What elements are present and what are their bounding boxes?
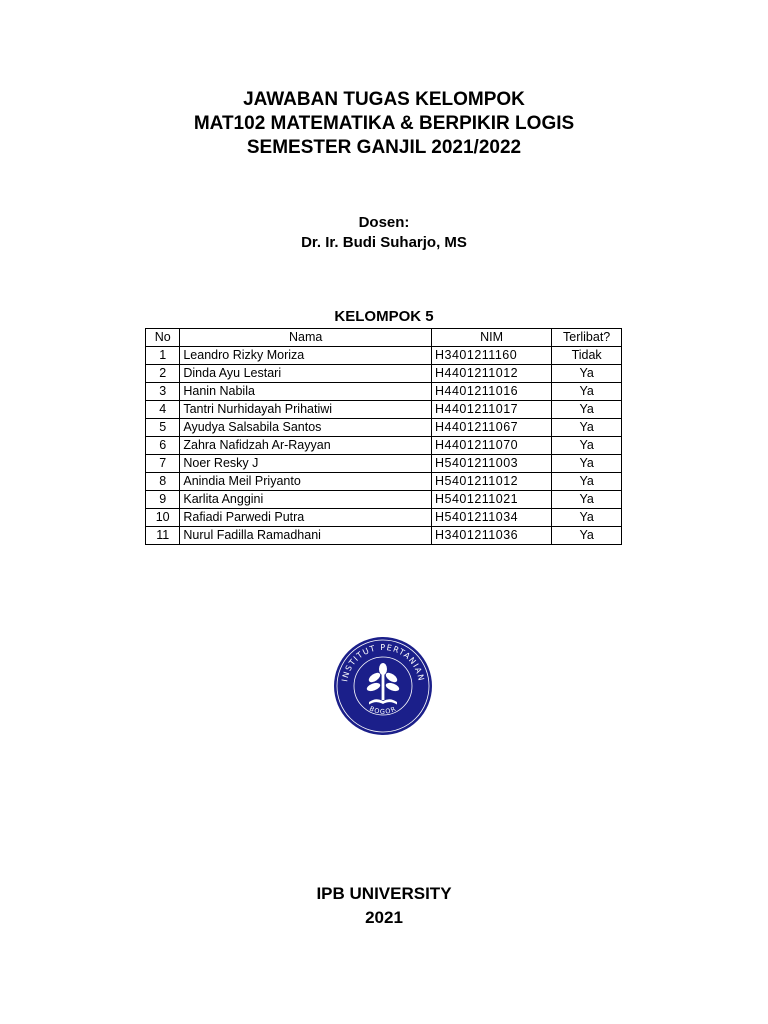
lecturer-name: Dr. Ir. Budi Suharjo, MS xyxy=(301,234,467,251)
cell-no: 7 xyxy=(146,455,180,473)
cell-no: 10 xyxy=(146,509,180,527)
cell-terlibat: Ya xyxy=(552,455,622,473)
cell-nama: Rafiadi Parwedi Putra xyxy=(180,509,432,527)
cell-no: 1 xyxy=(146,347,180,365)
cell-nama: Zahra Nafidzah Ar-Rayyan xyxy=(180,437,432,455)
column-header-nama: Nama xyxy=(180,329,432,347)
cell-nim: H4401211017 xyxy=(432,401,552,419)
column-header-no: No xyxy=(146,329,180,347)
cell-no: 4 xyxy=(146,401,180,419)
table-row xyxy=(146,401,622,419)
cell-no: 9 xyxy=(146,491,180,509)
title-line-1: JAWABAN TUGAS KELOMPOK xyxy=(243,89,525,110)
cell-nama: Nurul Fadilla Ramadhani xyxy=(180,527,432,545)
table-row xyxy=(146,419,622,437)
cell-nama: Tantri Nurhidayah Prihatiwi xyxy=(180,401,432,419)
footer-year: 2021 xyxy=(365,908,403,927)
table-row xyxy=(146,383,622,401)
cell-no: 2 xyxy=(146,365,180,383)
cell-terlibat: Ya xyxy=(552,383,622,401)
document-title xyxy=(0,88,768,160)
cell-nim: H4401211067 xyxy=(432,419,552,437)
cell-nama: Anindia Meil Priyanto xyxy=(180,473,432,491)
table-row xyxy=(146,347,622,365)
table-row xyxy=(146,455,622,473)
cell-terlibat: Ya xyxy=(552,401,622,419)
group-title: KELOMPOK 5 xyxy=(334,308,434,325)
cell-no: 5 xyxy=(146,419,180,437)
ipb-seal-icon xyxy=(333,636,433,736)
cell-nama: Karlita Anggini xyxy=(180,491,432,509)
seal-ring-text-bottom: BOGOR xyxy=(368,704,398,716)
cell-terlibat: Ya xyxy=(552,419,622,437)
cell-nim: H4401211070 xyxy=(432,437,552,455)
lecturer-block xyxy=(0,213,768,253)
ipb-seal-graphic xyxy=(333,636,433,736)
cell-terlibat: Ya xyxy=(552,365,622,383)
institution-name: IPB UNIVERSITY xyxy=(316,884,452,903)
seal-plant-top-leaf xyxy=(379,663,387,675)
cell-no: 3 xyxy=(146,383,180,401)
cell-terlibat: Ya xyxy=(552,473,622,491)
table-row xyxy=(146,365,622,383)
title-line-3: SEMESTER GANJIL 2021/2022 xyxy=(246,137,522,158)
lecturer-label: Dosen: xyxy=(358,214,410,231)
column-header-nim: NIM xyxy=(432,329,552,347)
cell-no: 8 xyxy=(146,473,180,491)
cell-nama: Leandro Rizky Moriza xyxy=(180,347,432,365)
cell-terlibat: Ya xyxy=(552,527,622,545)
cell-nama: Hanin Nabila xyxy=(180,383,432,401)
column-header-terlibat: Terlibat? xyxy=(552,329,622,347)
table-header-row xyxy=(146,329,622,347)
cell-nim: H5401211003 xyxy=(432,455,552,473)
cell-no: 6 xyxy=(146,437,180,455)
table-row xyxy=(146,473,622,491)
cell-nim: H4401211016 xyxy=(432,383,552,401)
table-row xyxy=(146,509,622,527)
cell-nim: H5401211012 xyxy=(432,473,552,491)
cell-terlibat: Tidak xyxy=(552,347,622,365)
cell-terlibat: Ya xyxy=(552,437,622,455)
seal-ring-text-top: INSTITUT PERTANIAN xyxy=(340,642,426,683)
cell-nama: Dinda Ayu Lestari xyxy=(180,365,432,383)
cell-terlibat: Ya xyxy=(552,509,622,527)
footer xyxy=(0,882,768,930)
cell-nama: Noer Resky J xyxy=(180,455,432,473)
seal-plant-stem xyxy=(382,672,385,700)
cell-terlibat: Ya xyxy=(552,491,622,509)
title-line-2: MAT102 MATEMATIKA & BERPIKIR LOGIS xyxy=(193,113,575,134)
cell-nim: H3401211036 xyxy=(432,527,552,545)
cell-no: 11 xyxy=(146,527,180,545)
cell-nim: H4401211012 xyxy=(432,365,552,383)
cell-nim: H5401211021 xyxy=(432,491,552,509)
cell-nim: H5401211034 xyxy=(432,509,552,527)
table-row xyxy=(146,527,622,545)
cell-nama: Ayudya Salsabila Santos xyxy=(180,419,432,437)
table-row xyxy=(146,491,622,509)
table-row xyxy=(146,437,622,455)
members-table xyxy=(145,328,622,545)
cell-nim: H3401211160 xyxy=(432,347,552,365)
